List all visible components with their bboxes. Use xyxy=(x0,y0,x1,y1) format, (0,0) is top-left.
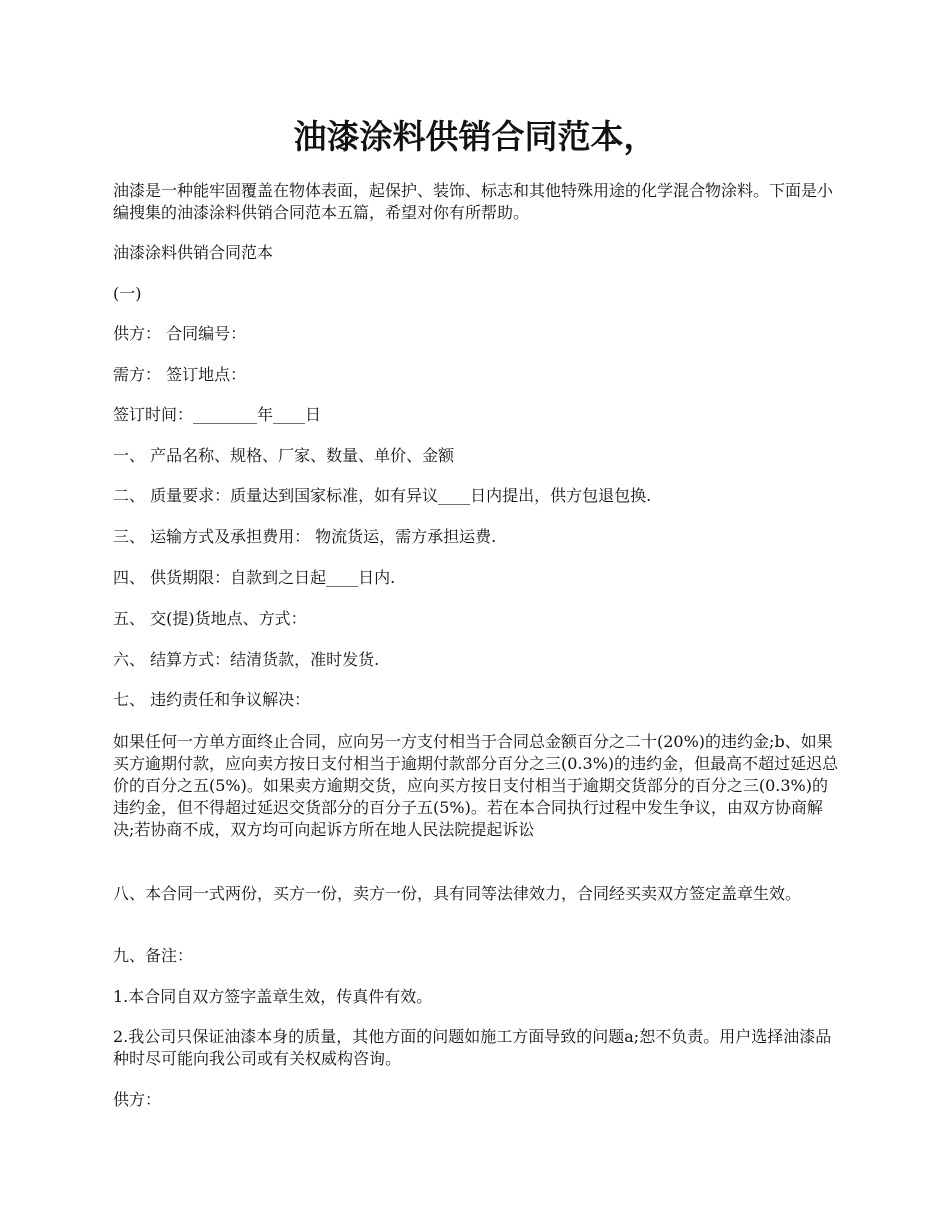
clause-5: 五、 交(提)货地点、方式： xyxy=(113,609,307,628)
sign-time-line: 签订时间：________年____日 xyxy=(113,405,322,424)
clause-3: 三、 运输方式及承担费用： 物流货运，需方承担运费. xyxy=(113,527,497,546)
clause-2: 二、 质量要求：质量达到国家标准，如有异议____日内提出，供方包退包换. xyxy=(113,486,652,505)
clause-9: 九、备注： xyxy=(113,946,194,965)
document-title: 油漆涂料供销合同范本， xyxy=(293,117,657,156)
closing-supplier-line: 供方： xyxy=(113,1090,162,1109)
buyer-line: 需方： 签订地点： xyxy=(113,365,247,384)
clause-8: 八、本合同一式两份，买方一份，卖方一份，具有同等法律效力，合同经买卖双方签定盖章生效。 xyxy=(113,884,802,903)
clause-6: 六、 结算方式：结清货款，准时发货. xyxy=(113,650,380,669)
liability-paragraph: 如果任何一方单方面终止合同，应向另一方支付相当于合同总金额百分之二十(20%)的违约金;b、如果买方逾期付款，应向卖方按日支付相当于逾期付款部分百分之三(0.3%)的违约金，但最高不超过延迟总价的百分之五(5%)。如果卖方逾期交货，应向买方按日支付相当于逾期交货部分的百分之三(0.3%)的违约金，但不得超过延迟交货部分的百分子五(5%)。若在本合同执行过程中发生争议，由双方协商解决;若协商不成，双方均可向起诉方所在地人民法院提起诉讼 xyxy=(113,732,839,839)
clause-1: 一、 产品名称、规格、厂家、数量、单价、金额 xyxy=(113,446,455,465)
contract-heading: 油漆涂料供销合同范本 xyxy=(113,243,274,262)
supplier-line: 供方： 合同编号： xyxy=(113,324,247,343)
note-1: 1.本合同自双方签字盖章生效，传真件有效。 xyxy=(113,987,433,1006)
clause-7: 七、 违约责任和争议解决： xyxy=(113,690,311,709)
note-2: 2.我公司只保证油漆本身的质量，其他方面的问题如施工方面导致的问题a;恕不负责。用户选择油漆品种时尽可能向我公司或有关权威构咨询。 xyxy=(113,1027,832,1068)
section-number: (一) xyxy=(113,284,142,303)
clause-4: 四、 供货期限：自款到之日起____日内. xyxy=(113,568,396,587)
intro-paragraph: 油漆是一种能牢固覆盖在物体表面，起保护、装饰、标志和其他特殊用途的化学混合物涂料。下面是小编搜集的油漆涂料供销合同范本五篇，希望对你有所帮助。 xyxy=(113,181,834,222)
